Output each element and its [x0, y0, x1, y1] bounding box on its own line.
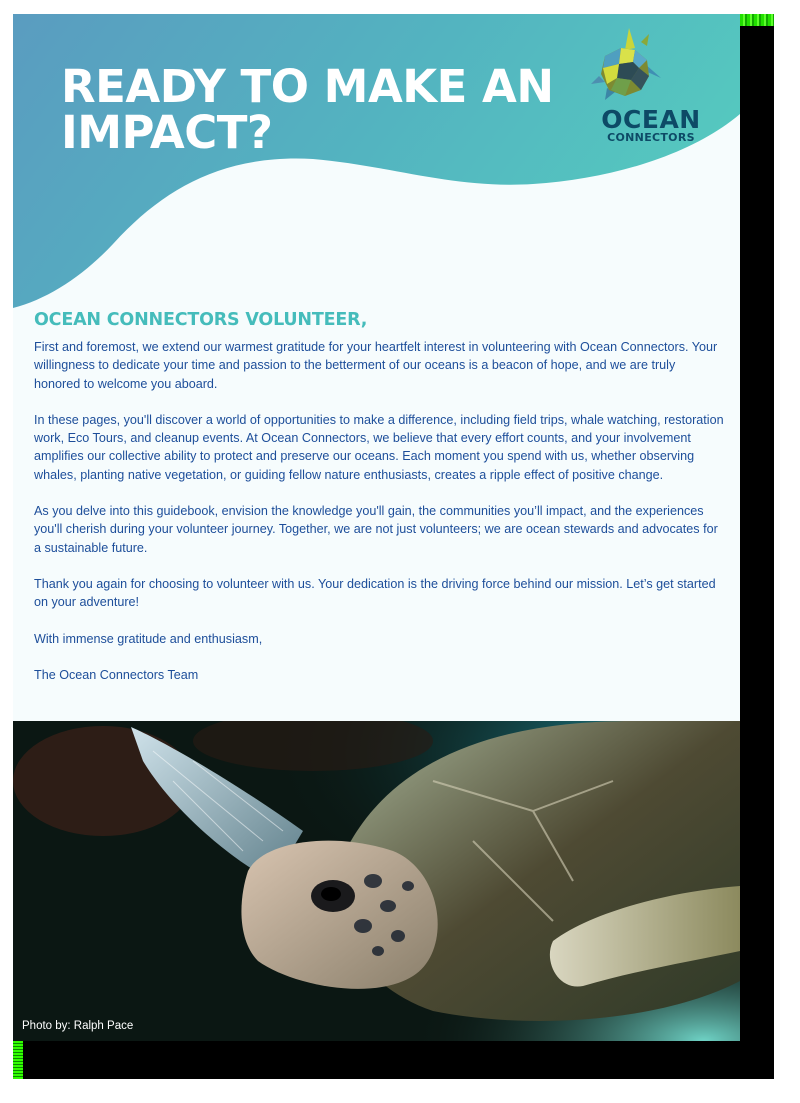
headline-line-2: IMPACT?: [61, 106, 273, 159]
letter-signature: The Ocean Connectors Team: [34, 667, 199, 682]
headline-line-1: READY TO MAKE AN: [61, 60, 554, 113]
edge-marker: [13, 1041, 23, 1079]
sea-turtle-photo: [13, 721, 740, 1041]
letter-paragraph: First and foremost, we extend our warmest gratitude for your heartfelt interest in volunteering with Ocean Connectors. Your willingness to dedicate your time and passion to the betterment of our oceans is a beacon of hope, and we are truly honored to welcome you aboard.: [34, 340, 718, 391]
polygon-turtle-icon: [591, 28, 661, 103]
welcome-letter: [34, 308, 724, 702]
logo-wordmark-connectors: CONNECTORS: [607, 131, 695, 144]
header-banner: [13, 14, 740, 314]
letter-paragraph: In these pages, you'll discover a world of opportunities to make a difference, including field trips, whale watching, restoration work, Eco Tours, and cleanup events. At Ocean Connectors, we believe that every effort counts, and your involvement amplifies our collective ability to protect and preserve our oceans. Each moment you spend with us, whether observing whales, planting native vegetation, or guiding fellow nature enthusiasts, creates a ripple effect of positive change.: [34, 412, 724, 482]
edge-marker: [740, 14, 774, 26]
letter-salutation: OCEAN CONNECTORS VOLUNTEER,: [34, 310, 368, 330]
letter-closing: With immense gratitude and enthusiasm,: [34, 631, 263, 646]
photo-credit: Photo by: Ralph Pace: [22, 1020, 134, 1032]
letter-paragraph: As you delve into this guidebook, envision the knowledge you'll gain, the communities you’ll impact, and the experiences you'll cherish during your volunteer journey. Together, we are not just volunteers; we are ocean stewards and advocates for a sustainable future.: [34, 504, 718, 555]
page-headline: [61, 60, 581, 159]
guidebook-page: [13, 14, 740, 1041]
logo-wordmark-ocean: OCEAN: [601, 105, 701, 134]
letter-paragraph: Thank you again for choosing to volunteer with us. Your dedication is the driving force behind our mission. Let’s get started on your adventure!: [34, 576, 716, 610]
ocean-connectors-logo: [591, 28, 711, 144]
sea-turtle-illustration: [13, 721, 740, 1041]
